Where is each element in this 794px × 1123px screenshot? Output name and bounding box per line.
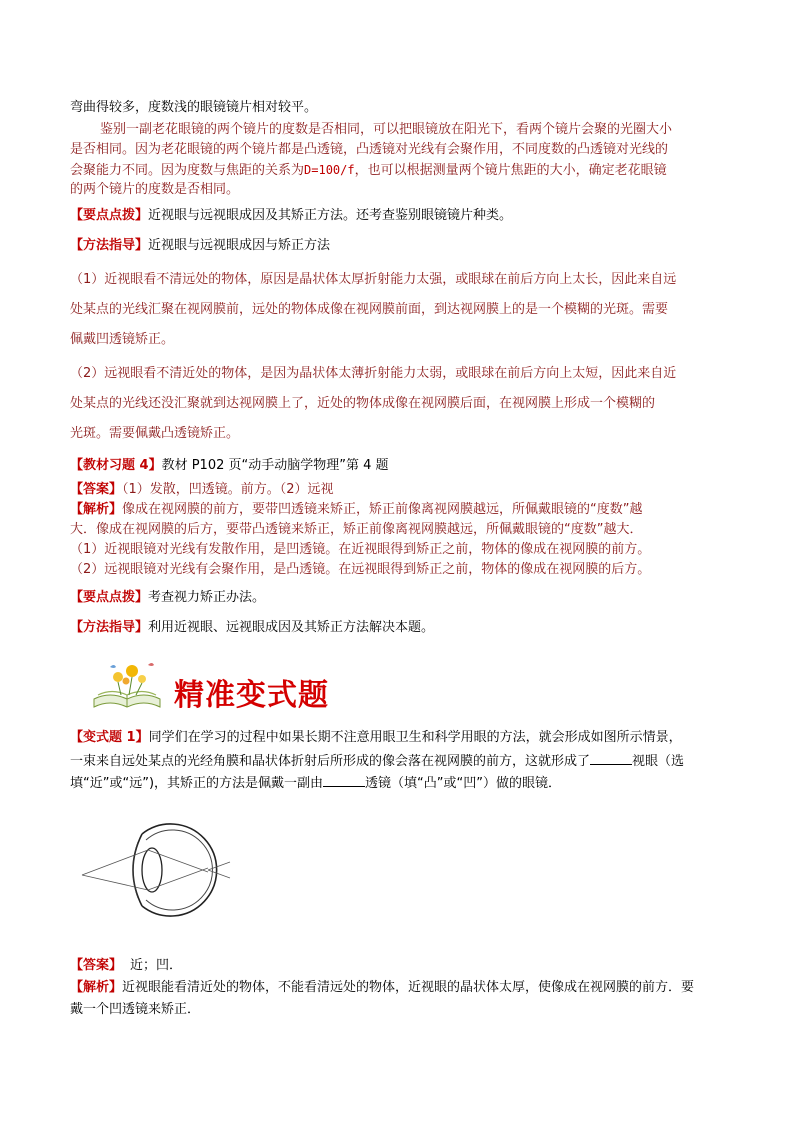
section-tag: 【解析】 bbox=[70, 980, 123, 995]
analysis-text: 像成在视网膜的前方，要带凹透镜来矫正，矫正前像离视网膜越远，所佩戴眼镜的“度数”越 bbox=[122, 502, 643, 517]
section-tag: 【答案】 bbox=[70, 482, 123, 497]
para-line: （1）近视眼看不清远处的物体，原因是晶状体太厚折射能力太强，或眼球在前后方向上太长，因此来自远 bbox=[70, 272, 677, 287]
exercise-text: 教材 P102 页“动手动脑学物理”第 4 题 bbox=[161, 458, 389, 473]
question-text: 同学们在学习的过程中如果长期不注意用眼卫生和科学用眼的方法，就会形成如图所示情景， bbox=[148, 730, 682, 745]
banner-title: 精准变式题 bbox=[174, 678, 329, 713]
book-flower-icon bbox=[88, 655, 166, 715]
analysis-line: （2）远视眼镜对光线有会聚作用，是凸透镜。在远视眼得到矫正之前，物体的像成在视网膜的后方。 bbox=[70, 562, 651, 577]
answer-blank[interactable] bbox=[323, 774, 365, 787]
question-text: 一束来自远处某点的光经角膜和晶状体折射后所形成的像会落在视网膜的前方，这就形成了 bbox=[70, 754, 591, 769]
method-guide bbox=[70, 620, 434, 636]
key-point bbox=[70, 590, 265, 606]
analysis-text: 近视眼能看清近处的物体，不能看清远处的物体，近视眼的晶状体太厚，使像成在视网膜的前方．要 bbox=[122, 980, 695, 995]
answer bbox=[70, 958, 182, 974]
para-line: （2）远视眼看不清近处的物体，是因为晶状体太薄折射能力太弱，或眼球在前后方向上太短，因此来自近 bbox=[70, 366, 677, 381]
eye-diagram bbox=[80, 820, 250, 920]
key-point-text: 考查视力矫正办法。 bbox=[148, 590, 266, 605]
section-tag: 【方法指导】 bbox=[70, 620, 149, 635]
section-tag: 【要点点拨】 bbox=[70, 208, 149, 223]
method-guide bbox=[70, 238, 330, 254]
analysis-line: 大．像成在视网膜的后方，要带凸透镜来矫正，矫正前像离视网膜越远，所佩戴眼镜的“度数”越大． bbox=[70, 522, 643, 537]
para-line: 弯曲得较多，度数浅的眼镜镜片相对较平。 bbox=[70, 100, 318, 115]
analysis-line: 戴一个凹透镜来矫正． bbox=[70, 1002, 201, 1017]
para-line: 的两个镜片的度数是否相同。 bbox=[70, 182, 240, 197]
exercise-heading bbox=[70, 458, 389, 474]
para-text: 会聚能力不同。因为度数与焦距的关系为 bbox=[70, 163, 305, 178]
key-point bbox=[70, 208, 512, 224]
analysis-line: （1）近视眼镜对光线有发散作用，是凹透镜。在近视眼得到矫正之前，物体的像成在视网膜的前方。 bbox=[70, 542, 651, 557]
para-line: 光斑。需要佩戴凸透镜矫正。 bbox=[70, 426, 240, 441]
para-line: 处某点的光线还没汇聚就到达视网膜上了，近处的物体成像在视网膜后面，在视网膜上形成一个模糊的 bbox=[70, 396, 656, 411]
answer-text: 近；凹． bbox=[130, 958, 183, 973]
method-text: 近视眼与远视眼成因与矫正方法 bbox=[148, 238, 331, 253]
variant-question bbox=[70, 752, 684, 770]
analysis-line bbox=[70, 502, 643, 518]
section-tag: 【答案】 bbox=[70, 958, 123, 973]
para-line: 鉴别一副老花眼镜的两个镜片的度数是否相同，可以把眼镜放在阳光下，看两个镜片会聚的光圈大小 bbox=[100, 122, 673, 137]
variant-question bbox=[70, 730, 682, 746]
para-line: 是否相同。因为老花眼镜的两个镜片都是凸透镜，凸透镜对光线有会聚作用，不同度数的凸透镜对光线的 bbox=[70, 142, 669, 157]
question-text: 透镜（填“凸”或“凹”）做的眼镜． bbox=[365, 776, 561, 791]
answer-text: （1）发散，凹透镜。前方。（2）远视 bbox=[122, 482, 334, 497]
section-tag: 【解析】 bbox=[70, 502, 123, 517]
para-line bbox=[70, 162, 667, 179]
variant-question bbox=[70, 774, 561, 792]
para-line: 处某点的光线汇聚在视网膜前，远处的物体成像在视网膜前面，到达视网膜上的是一个模糊的光斑。需要 bbox=[70, 302, 669, 317]
para-line: 佩戴凹透镜矫正。 bbox=[70, 332, 175, 347]
section-tag: 【方法指导】 bbox=[70, 238, 149, 253]
para-text: ，也可以根据测量两个镜片焦距的大小，确定老花眼镜 bbox=[354, 163, 667, 178]
answer-blank[interactable] bbox=[590, 752, 632, 765]
question-text: 填“近”或“远”)，其矫正的方法是佩戴一副由 bbox=[70, 776, 324, 791]
section-tag: 【变式题 1】 bbox=[70, 730, 149, 745]
question-text: 视眼（选 bbox=[632, 754, 685, 769]
analysis-line bbox=[70, 980, 694, 996]
key-point-text: 近视眼与远视眼成因及其矫正方法。还考查鉴别眼镜镜片种类。 bbox=[148, 208, 513, 223]
section-tag: 【教材习题 4】 bbox=[70, 458, 162, 473]
section-tag: 【要点点拨】 bbox=[70, 590, 149, 605]
formula: D=100/f bbox=[304, 163, 355, 177]
method-text: 利用近视眼、远视眼成因及其矫正方法解决本题。 bbox=[148, 620, 435, 635]
answer bbox=[70, 482, 334, 498]
